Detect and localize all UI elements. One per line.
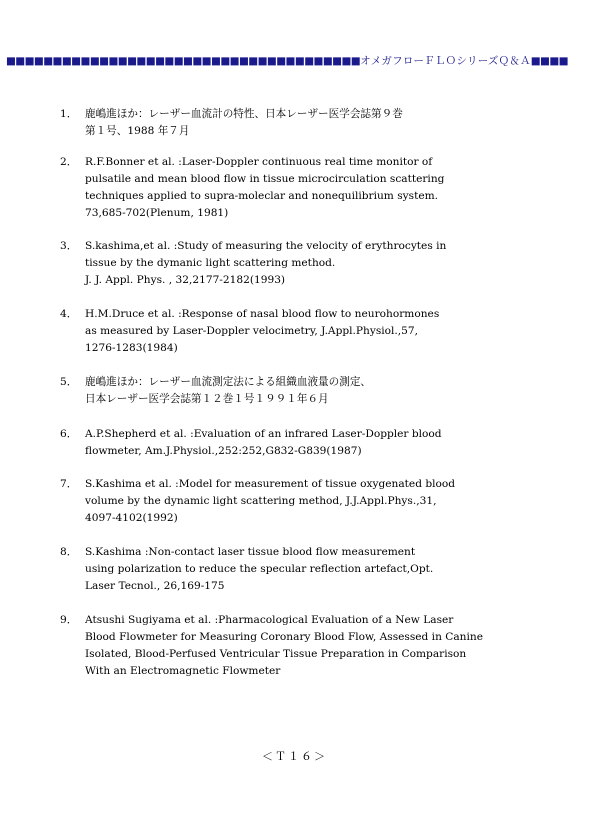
reference-item	[60, 426, 442, 460]
header-squares-left: ■■■■■■■■■■■■■■■■■■■■■■■■■■■■■■■■■■■■■■	[5, 55, 361, 67]
reference-line: volume by the dynamic light scattering method, J.J.Appl.Phys.,31,	[85, 495, 437, 507]
page-number: ＜Ｔ１６＞	[262, 750, 327, 763]
reference-line: techniques applied to supra-moleclar and nonequilibrium system.	[85, 190, 439, 202]
reference-line: With an Electromagnetic Flowmeter	[85, 665, 281, 677]
reference-line: 4097-4102(1992)	[85, 512, 178, 524]
reference-line: flowmeter, Am.J.Physiol.,252:252,G832-G839(1987)	[85, 445, 362, 457]
reference-number: 7．	[60, 478, 78, 490]
reference-line: 73,685-702(Plenum, 1981)	[85, 207, 229, 219]
reference-line: as measured by Laser-Doppler velocimetry, J.Appl.Physiol.,57,	[85, 325, 419, 337]
reference-line: S.Kashima et al. :Model for measurement of tissue oxygenated blood	[85, 478, 456, 490]
header-title: オメガフローＦＬＯシリーズＱ＆Ａ	[360, 55, 531, 67]
reference-line: using polarization to reduce the specular reflection artefact,Opt.	[85, 563, 434, 575]
reference-line: Blood Flowmeter for Measuring Coronary Blood Flow, Assessed in Canine	[85, 631, 483, 643]
reference-number: 9．	[60, 614, 78, 626]
reference-item	[60, 544, 433, 595]
reference-item	[60, 106, 403, 140]
reference-item	[60, 306, 439, 357]
reference-number: 6．	[60, 428, 78, 440]
reference-line: 日本レーザー医学会誌第１２巻１号１９９１年６月	[85, 393, 329, 405]
header-squares-right: ■■■■	[530, 55, 568, 67]
reference-line: S.kashima,et al. :Study of measuring the velocity of erythrocytes in	[85, 240, 447, 252]
reference-number: 8．	[60, 546, 78, 558]
page-header	[5, 54, 568, 68]
reference-item	[60, 374, 371, 408]
reference-line: J. J. Appl. Phys. , 32,2177-2182(1993)	[85, 274, 286, 286]
reference-number: 1．	[60, 108, 78, 120]
reference-item	[60, 612, 483, 680]
reference-line: tissue by the dymanic light scattering method.	[85, 257, 336, 269]
reference-item	[60, 238, 446, 289]
reference-line: 鹿嶋進ほか：レーザー血流測定法による組織血液量の測定、	[85, 376, 372, 388]
reference-line: 鹿嶋進ほか：レーザー血流計の特性、日本レーザー医学会誌第９巻	[85, 108, 403, 120]
reference-line: Isolated, Blood-Perfused Ventricular Tissue Preparation in Comparison	[85, 648, 467, 660]
reference-number: 5．	[60, 376, 78, 388]
reference-line: pulsatile and mean blood flow in tissue microcirculation scattering	[85, 173, 445, 185]
reference-line: R.F.Bonner et al. :Laser-Doppler continuous real time monitor of	[85, 156, 433, 168]
reference-line: 1276-1283(1984)	[85, 342, 178, 354]
reference-line: A.P.Shepherd et al. :Evaluation of an infrared Laser-Doppler blood	[85, 428, 442, 440]
reference-line: Laser Tecnol., 26,169-175	[85, 580, 225, 592]
reference-line: H.M.Druce et al. :Response of nasal blood flow to neurohormones	[85, 308, 440, 320]
reference-number: 2．	[60, 156, 78, 168]
reference-number: 3．	[60, 240, 78, 252]
reference-line: S.Kashima :Non-contact laser tissue blood flow measurement	[85, 546, 416, 558]
reference-line: 第１号、1988 年７月	[85, 125, 190, 137]
reference-number: 4．	[60, 308, 78, 320]
reference-line: Atsushi Sugiyama et al. :Pharmacological Evaluation of a New Laser	[85, 614, 454, 626]
reference-item	[60, 154, 444, 222]
reference-item	[60, 476, 455, 527]
